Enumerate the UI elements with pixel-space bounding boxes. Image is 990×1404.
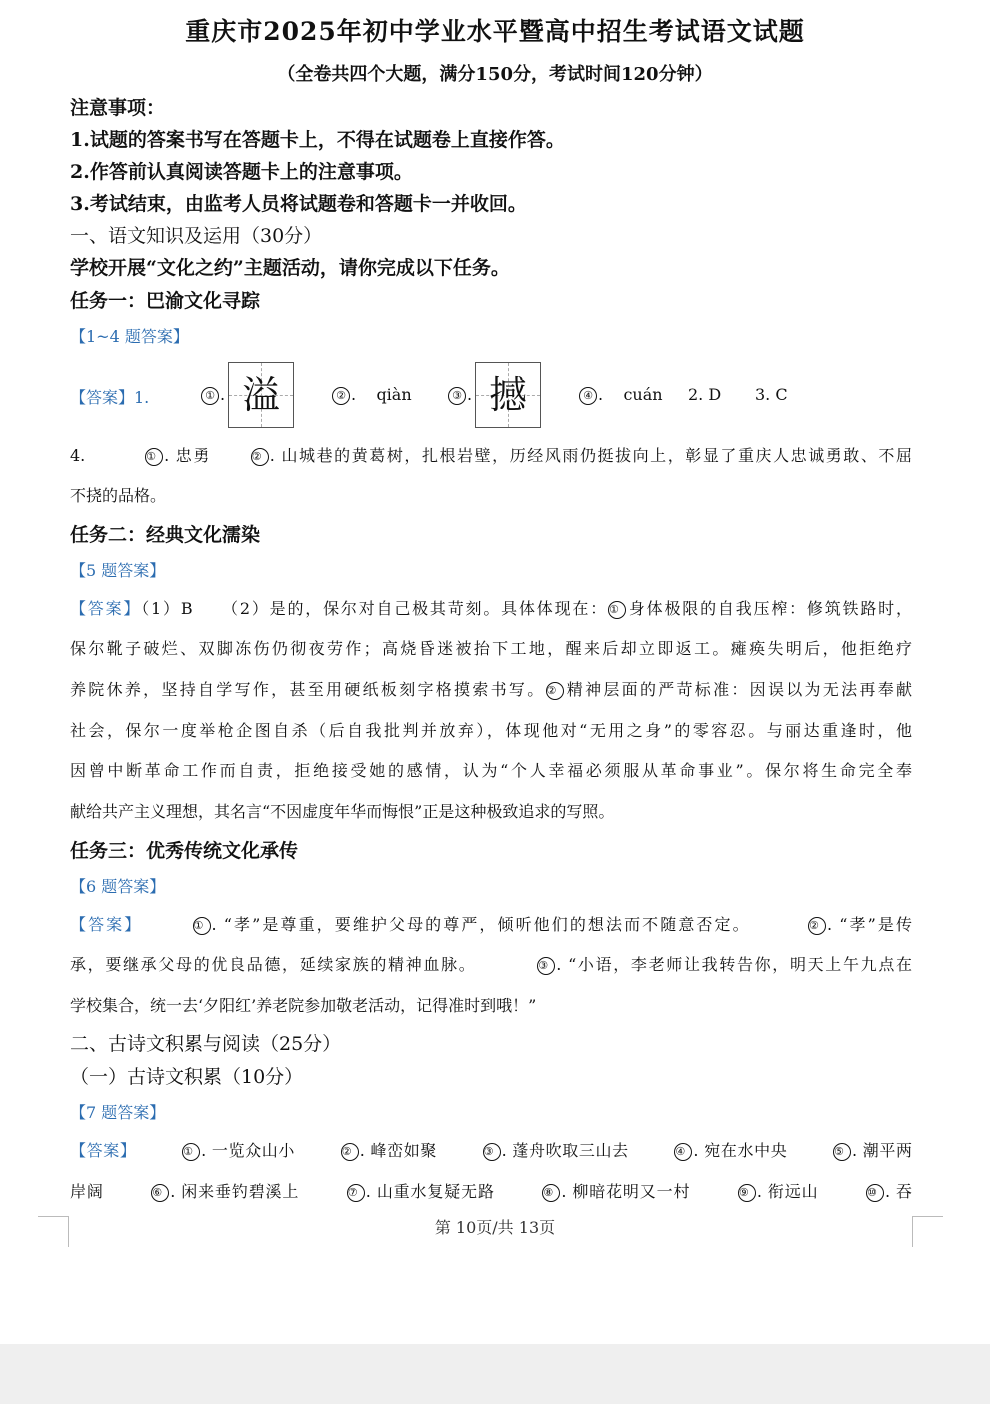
q1-item-4: ④ . cuán — [579, 385, 663, 405]
q1-item-1-num: ① . — [201, 385, 225, 405]
char-box-1: 溢 — [228, 362, 294, 428]
q5-line-6: 献给共产主义理想，其名言“不因虚度年华而悔恨”正是这种极致追求的写照。 — [70, 802, 615, 821]
task2-heading: 任务二：经典文化濡染 — [70, 524, 261, 546]
q2-answer: 2. D — [688, 385, 722, 404]
page-subtitle: （全卷共四个大题，满分150分，考试时间120分钟） — [277, 64, 713, 85]
q7-line-1: 【答案】 ① . 一览众山小 ② . 峰峦如聚 ③ . 蓬舟吹取三山去 ④ . 宛在水中央 ⑤ . 潮平两 — [70, 1141, 912, 1160]
task3-heading: 任务三：优秀传统文化承传 — [70, 840, 299, 862]
task1-heading: 任务一：巴渝文化寻踪 — [70, 290, 261, 312]
answer-label-7: 【7 题答案】 — [70, 1103, 166, 1122]
q3-answer: 3. C — [755, 385, 788, 404]
char-box-3: 撼 — [475, 362, 541, 428]
q4-line-1: 4. ① . 忠勇 ② . 山城巷的黄葛树，扎根岩壁，历经风雨仍挺拔向上，彰显了重庆人忠诚勇敢、不屈 — [70, 446, 912, 465]
q5-line-3: 养院休养，坚持自学写作，甚至用硬纸板刻字格摸索书写。② 精神层面的严苛标准：因误以为无法再奉献 — [70, 680, 912, 699]
q6-line-2: 承，要继承父母的优良品德，延续家族的精神血脉。 ③ . “小语，李老师让我转告你，明天上午九点在 — [70, 955, 912, 974]
notice-item-2: 2.作答前认真阅读答题卡上的注意事项。 — [70, 161, 413, 183]
q5-line-4: 社会，保尔一度举枪企图自杀（后自我批判并放弃），体现他对“无用之身”的零容忍。与丽达重逢时，他 — [70, 721, 912, 740]
notice-item-3: 3.考试结束，由监考人员将试题卷和答题卡一并收回。 — [70, 193, 527, 215]
q5-line-1: 【答案】（1）B （2）是的，保尔对自己极其苛刻。具体体现在：① 身体极限的自我压榨：修筑铁路时， — [70, 599, 912, 618]
answer-label-1-4: 【1~4 题答案】 — [70, 327, 189, 346]
q1-item-3-num: ③ . — [448, 385, 472, 405]
section1-heading: 一、语文知识及运用（30分） — [70, 225, 323, 247]
section2-heading: 二、古诗文积累与阅读（25分） — [70, 1033, 342, 1055]
q6-line-1: 【答案】 ① . “孝”是尊重，要维护父母的尊严，倾听他们的想法而不随意否定。 ② . “孝”是传 — [70, 915, 912, 934]
q5-line-2: 保尔靴子破烂、双脚冻伤仍彻夜劳作；高烧昏迷被抬下工地，醒来后却立即返工。瘫痪失明后，他拒绝疗 — [70, 639, 912, 658]
page-footer: 第 10页/共 13页 — [434, 1218, 556, 1237]
q1-label: 【答案】1. — [70, 388, 150, 407]
section2-sub1: （一）古诗文积累（10分） — [70, 1066, 304, 1088]
q5-line-5: 因曾中断革命工作而自责，拒绝接受她的感情，认为“个人幸福必须服从革命事业”。保尔将生命完全奉 — [70, 761, 912, 780]
q6-line-3: 学校集合，统一去‘夕阳红’养老院参加敬老活动，记得准时到哦！” — [70, 996, 537, 1015]
section1-intro: 学校开展“文化之约”主题活动，请你完成以下任务。 — [70, 257, 510, 279]
q4-line-2: 不挠的品格。 — [70, 486, 167, 505]
notice-item-1: 1.试题的答案书写在答题卡上，不得在试题卷上直接作答。 — [70, 129, 565, 151]
q1-item-2: ② . qiàn — [332, 385, 412, 405]
page-title: 重庆市2025年初中学业水平暨高中招生考试语文试题 — [185, 17, 805, 46]
q7-line-2: 岸阔 ⑥ . 闲来垂钓碧溪上 ⑦ . 山重水复疑无路 ⑧ . 柳暗花明又一村 ⑨ . 衔远山 ⑩ . 吞 — [70, 1182, 913, 1201]
answer-label-5: 【5 题答案】 — [70, 561, 166, 580]
notice-heading: 注意事项： — [70, 97, 166, 119]
answer-label-6: 【6 题答案】 — [70, 877, 166, 896]
